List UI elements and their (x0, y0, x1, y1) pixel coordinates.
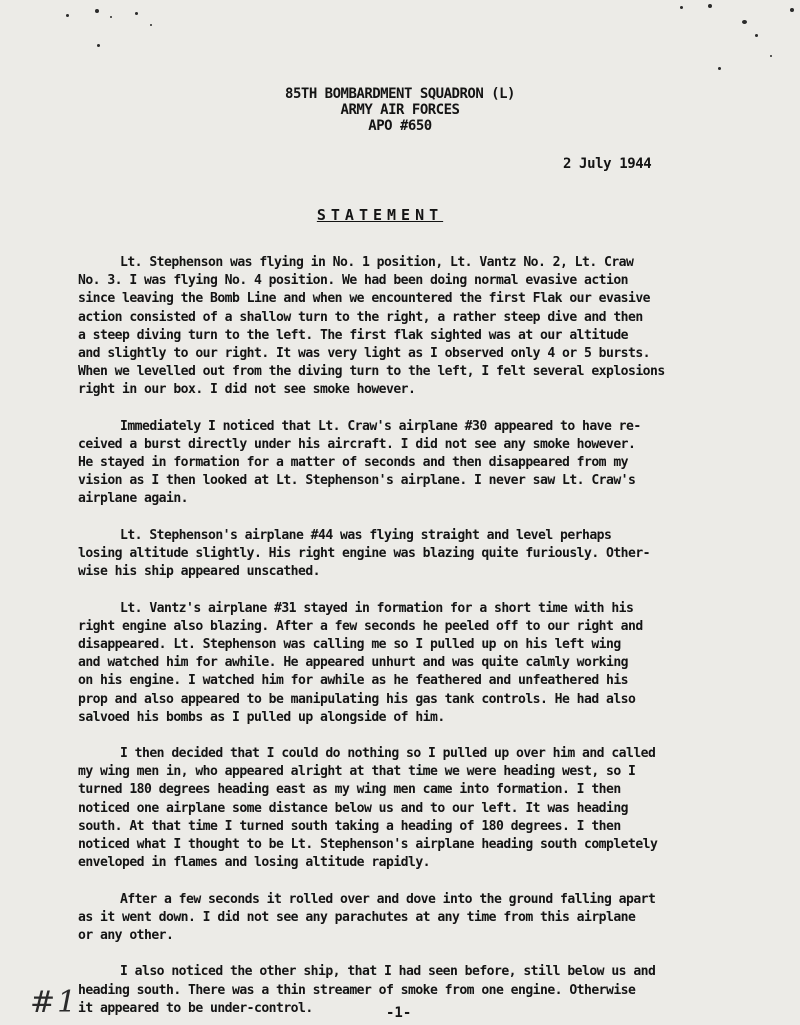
text-line: right in our box. I did not see smoke however. (78, 382, 416, 398)
text-line: turned 180 degrees heading east as my wing men came into formation. I then (78, 782, 621, 798)
text-line: disappeared. Lt. Stephenson was calling me so I pulled up on his left wing (78, 636, 621, 652)
paragraph (78, 418, 768, 509)
text-line: Lt. Stephenson's airplane #44 was flying straight and level perhaps (120, 527, 612, 543)
text-line: my wing men in, who appeared alright at that time we were heading west, so I (78, 764, 636, 780)
paragraph-gap (78, 509, 768, 527)
text-line: ceived a burst directly under his aircraft. I did not see any smoke however. (78, 436, 636, 452)
text-line: losing altitude slightly. His right engine was blazing quite furiously. Other- (78, 546, 650, 561)
speck (770, 55, 772, 57)
text-line: action consisted of a shallow turn to the right, a rather steep dive and then (78, 309, 643, 325)
speck (95, 9, 99, 13)
text-line: heading south. There was a thin streamer of smoke from one engine. Otherwise (78, 982, 636, 998)
paragraph (78, 527, 768, 582)
speck (755, 34, 758, 37)
paragraph-gap (78, 945, 768, 963)
paragraph (78, 745, 768, 872)
apo-number: APO #650 (368, 118, 432, 134)
text-line: Immediately I noticed that Lt. Craw's airplane #30 appeared to have re- (120, 418, 641, 434)
text-line: since leaving the Bomb Line and when we encountered the first Flak our evasive (78, 291, 650, 307)
speck (66, 14, 69, 17)
text-line: noticed what I thought to be Lt. Stephenson's airplane heading south completely (78, 837, 658, 852)
text-line: or any other. (78, 927, 174, 943)
paragraph (78, 600, 768, 727)
speck (135, 12, 138, 15)
statement-body (78, 254, 768, 1018)
speck (790, 8, 794, 12)
text-line: enveloped in flames and losing altitude rapidly. (78, 855, 430, 871)
text-line: Lt. Stephenson was flying in No. 1 position, Lt. Vantz No. 2, Lt. Craw (120, 255, 634, 270)
text-line: No. 3. I was flying No. 4 position. We had been doing normal evasive action (78, 273, 628, 289)
speck (150, 24, 152, 26)
text-line: noticed one airplane some distance below us and to our left. It was heading (78, 800, 628, 816)
text-line: I then decided that I could do nothing so I pulled up over him and called (120, 746, 656, 762)
text-line: prop and also appeared to be manipulating his gas tank controls. He had also (78, 691, 636, 707)
text-line: it appeared to be under-control. (78, 1000, 313, 1016)
text-line: south. At that time I turned south taking a heading of 180 degrees. I then (78, 818, 621, 834)
text-line: I also noticed the other ship, that I had seen before, still below us and (120, 964, 656, 980)
text-line: and watched him for awhile. He appeared unhurt and was quite calmly working (78, 655, 628, 671)
document-date: 2 July 1944 (563, 156, 652, 172)
paragraph (78, 891, 768, 946)
speck (680, 6, 683, 9)
text-line: Lt. Vantz's airplane #31 stayed in formation for a short time with his (120, 600, 634, 616)
text-line: vision as I then looked at Lt. Stephenson's airplane. I never saw Lt. Craw's (78, 473, 636, 489)
paragraph (78, 254, 768, 400)
document-title: STATEMENT (316, 206, 444, 224)
speck (742, 20, 747, 24)
paragraph-gap (78, 581, 768, 599)
page-number: -1- (386, 1005, 412, 1021)
text-line: and slightly to our right. It was very light as I observed only 4 or 5 bursts. (78, 345, 650, 361)
text-line: When we levelled out from the diving turn to the left, I felt several explosions (78, 364, 665, 380)
text-line: salvoed his bombs as I pulled up alongside of him. (78, 709, 445, 725)
paragraph-gap (78, 872, 768, 890)
letterhead (255, 86, 545, 134)
text-line: as it went down. I did not see any parachutes at any time from this airplane (78, 909, 636, 925)
text-line: He stayed in formation for a matter of seconds and then disappeared from my (78, 455, 628, 471)
text-line: a steep diving turn to the left. The first flak sighted was at our altitude (78, 327, 628, 343)
text-line: wise his ship appeared unscathed. (78, 564, 320, 580)
text-line: After a few seconds it rolled over and dove into the ground falling apart (120, 891, 656, 907)
speck (718, 67, 721, 70)
paragraph-gap (78, 727, 768, 745)
speck (708, 4, 712, 8)
paragraph (78, 963, 768, 1018)
text-line: on his engine. I watched him for awhile as he feathered and unfeathered his (78, 673, 628, 689)
text-line: airplane again. (78, 491, 188, 507)
paragraph-gap (78, 400, 768, 418)
speck (97, 44, 100, 47)
speck (110, 16, 112, 18)
text-line: right engine also blazing. After a few seconds he peeled off to our right and (78, 618, 643, 634)
service-name: ARMY AIR FORCES (340, 102, 460, 118)
handwritten-page-mark: #1 (30, 985, 79, 1020)
squadron-name: 85TH BOMBARDMENT SQUADRON (L) (285, 86, 515, 102)
